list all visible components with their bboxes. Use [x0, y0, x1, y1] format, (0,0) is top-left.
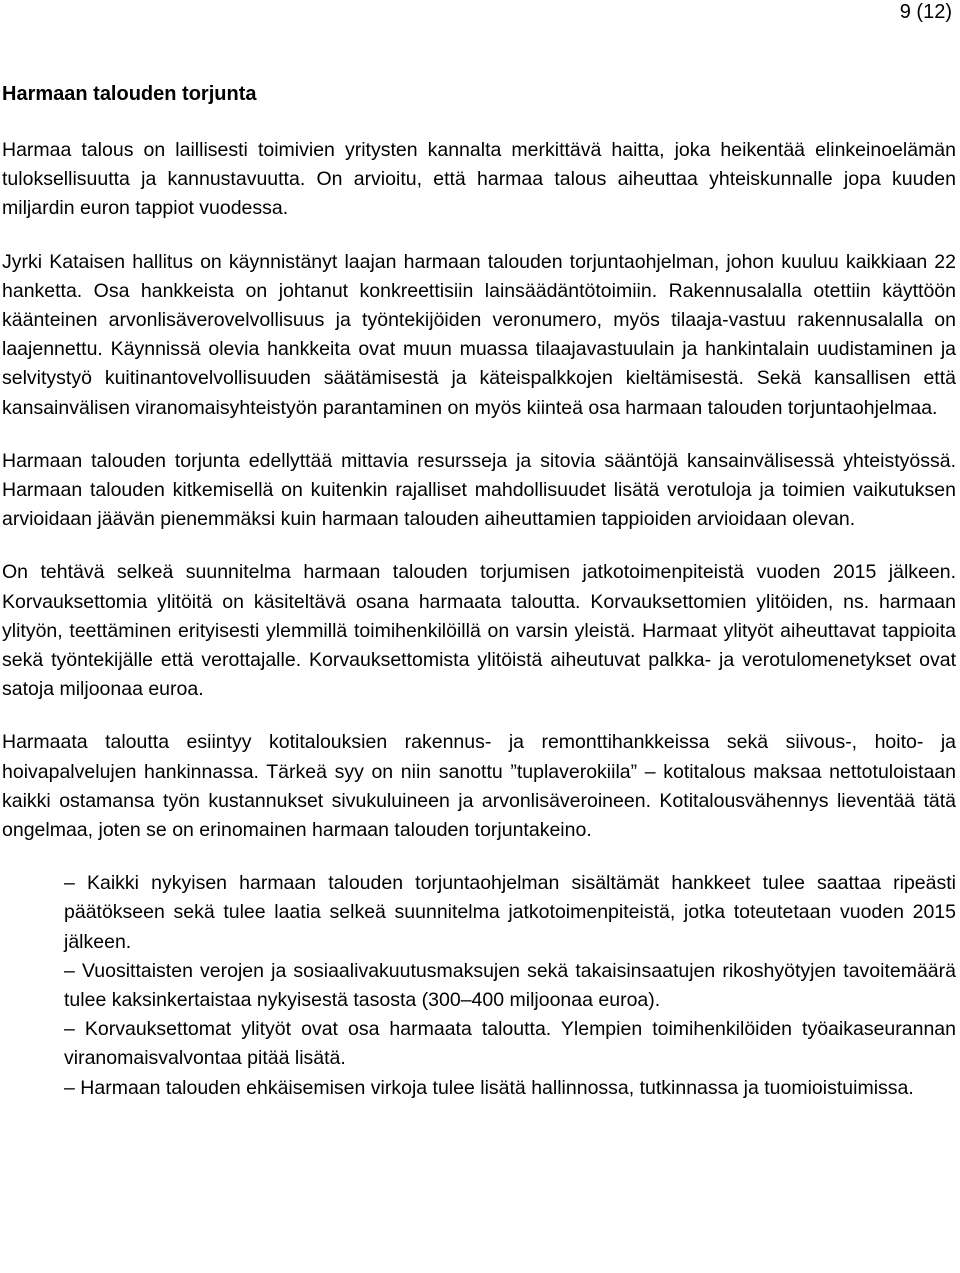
list-item-text: Korvauksettomat ylityöt ovat osa harmaata taloutta. Ylempien toimihenkilöiden työaikaseurannan viranomaisvalvontaa pitää lisätä. — [64, 1018, 956, 1070]
list-item-text: Vuosittaisten verojen ja sosiaalivakuutusmaksujen sekä takaisinsaatujen rikoshyötyjen tavoitemäärä tulee kaksinkertaistaa nykyisestä tasosta (300–400 miljoonaa euroa). — [64, 959, 956, 1012]
paragraph-intro: Harmaa talous on laillisesti toimivien yritysten kannalta merkittävä haitta, joka heikentää elinkeinoelämän tuloksellisuutta ja kannustavuutta. On arvioitu, että harmaa talous aiheuttaa yhteiskunnalle jopa kuuden miljardin euron tappiot vuodessa. — [2, 139, 956, 220]
paragraph-government-program: Jyrki Kataisen hallitus on käynnistänyt laajan harmaan talouden torjuntaohjelman, johon kuuluu kaikkiaan 22 hanketta. Osa hankkeista on johtanut konkreettisiin lainsäädäntötoimiin. Rakennusalalla otettiin käyttöön käänteinen arvonlisäverovelvollisuus ja työntekijöiden veronumero, myös tilaaja-vastuu rakennusalalla on laajennettu. Käynnissä olevia hankkeita ovat muun muassa tilaajavastuulain ja hankintalain uudistaminen ja selvitystyö kuitinantovelvollisuuden säätämisestä ja käteispalkkojen kieltämisestä. Sekä kansallisen että kansainvälisen viranomaisyhteistyön parantaminen on myös kiinteä osa harmaan talouden torjuntaohjelmaa. — [2, 250, 956, 419]
section-title: Harmaan talouden torjunta — [2, 83, 257, 105]
document-body — [2, 80, 956, 1103]
paragraph-households: Harmaata taloutta esiintyy kotitalouksien rakennus- ja remonttihankkeissa sekä siivous-, hoito- ja hoivapalvelujen hankinnassa. Tärkeä syy on niin sanottu ”tuplaverokiila” – kotitalous maksaa nettotuloistaan kaikki ostamansa työn kustannukset sivukuluineen ja arvonlisäveroineen. Kotitalousvähennys lieventää tätä ongelmaa, joten se on erinomainen harmaan talouden torjuntakeino. — [2, 731, 956, 842]
list-item-text: Harmaan talouden ehkäisemisen virkoja tulee lisätä hallinnossa, tutkinnassa ja tuomioistuimissa. — [80, 1076, 914, 1099]
list-item — [64, 957, 956, 1015]
list-item — [64, 1074, 956, 1103]
proposal-list — [2, 869, 956, 1103]
paragraph-plan-2015: On tehtävä selkeä suunnitelma harmaan talouden torjumisen jatkotoimenpiteistä vuoden 2015 jälkeen. Korvauksettomia ylitöitä on käsiteltävä osana harmaata taloutta. Korvauksettomien ylitöiden, ns. harmaan ylityön, teettäminen erityisesti ylemmillä toimihenkilöillä on varsin yleistä. Harmaat ylityöt aiheuttavat tappioita sekä työntekijälle että verottajalle. Korvauksettomista ylitöistä aiheutuvat palkka- ja verotulomenetykset ovat satoja miljoonaa euroa. — [2, 561, 956, 701]
list-item — [64, 1015, 956, 1073]
dash-bullet: – — [64, 1018, 75, 1041]
dash-bullet: – — [64, 872, 75, 895]
page-number: 9 (12) — [899, 1, 952, 23]
list-item — [64, 869, 956, 957]
dash-bullet: – — [64, 1076, 75, 1099]
list-item-text: Kaikki nykyisen harmaan talouden torjuntaohjelman sisältämät hankkeet tulee saattaa ripeästi päätökseen sekä tulee laatia selkeä suunnitelma jatkotoimenpiteistä, jotka toteutetaan vuoden 2015 jälkeen. — [64, 872, 957, 953]
dash-bullet: – — [64, 959, 75, 982]
paragraph-resources: Harmaan talouden torjunta edellyttää mittavia resursseja ja sitovia sääntöjä kansainvälisessä yhteistyössä. Harmaan talouden kitkemisellä on kuitenkin rajalliset mahdollisuudet lisätä verotuloja ja toimien vaikutuksen arvioidaan jäävän pienemmäksi kuin harmaan talouden aiheuttamien tappioiden arvioidaan olevan. — [2, 449, 956, 531]
